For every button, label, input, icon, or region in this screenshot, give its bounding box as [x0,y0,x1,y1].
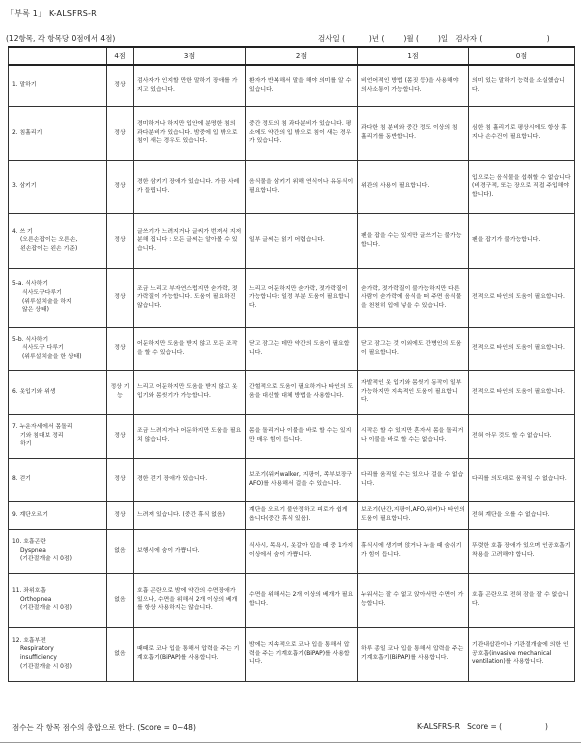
score-3-cell[interactable]: 때때로 코나 입을 통해서 압력을 주는 기계호흡기(BiPAP)를 사용합니다. [134,627,246,681]
score-3-cell[interactable]: 경한 걷기 장애가 있습니다. [134,458,246,501]
score-0-cell[interactable]: 전적으로 타인의 도움이 필요합니다. [469,268,575,327]
score-0-cell[interactable]: 심한 침 흘리기로 평상시에도 항상 휴지나 손수건이 필요합니다. [469,106,575,160]
table-row [9,106,575,160]
score-4-cell[interactable]: 정상 [107,458,134,501]
score-1-cell[interactable]: 하루 종일 코나 입을 통해서 압력을 주는 기계호흡기(BiPAP)를 사용합니다. [358,627,469,681]
divider [0,742,581,743]
alsfrs-table [8,46,575,682]
score-0-cell[interactable]: 다리를 의도대로 움직일 수 없습니다. [469,458,575,501]
item-label: 4. 쓰 기 (오른손잡이는 오른손, 왼손잡이는 왼손 기준) [9,213,107,268]
score-0-cell[interactable]: 전적으로 타인의 도움이 필요합니다. [469,327,575,370]
score-4-cell[interactable]: 정상 [107,268,134,327]
table-row [9,529,575,573]
score-0-cell[interactable]: 입으로는 음식물을 섭취할 수 없습니다(비경구적, 또는 장으로 직접 주입해야 합니다). [469,160,575,213]
items-note: (12항목, 각 항목당 0점에서 4점) [6,34,116,43]
score-2-cell[interactable]: 보조기(워커walker, 지팡이, 족부보장구AFO)를 사용해서 걸을 수 있습니다. [246,458,358,501]
score-0-cell[interactable]: 전혀 아무 것도 할 수 없습니다. [469,414,575,458]
score-2-cell[interactable]: 일부 글씨는 읽기 어렵습니다. [246,213,358,268]
score-4-cell[interactable]: 없음 [107,573,134,627]
table-row [9,414,575,458]
score-note: 점수는 각 항목 점수의 총합으로 한다. (Score = 0~48) [12,723,196,732]
score-4-cell[interactable]: 정상 [107,213,134,268]
column-header: 4점 [107,47,134,65]
score-1-cell[interactable]: 휴식시에 생기며 앉거나 누울 때 숨쉬기가 힘이 듭니다. [358,529,469,573]
table-row [9,501,575,529]
score-2-cell[interactable]: 닫고 잠그는 데만 약간의 도움이 필요합니다. [246,327,358,370]
item-label: 6. 옷입기와 위생 [9,370,107,414]
item-label: 9. 계단오르기 [9,501,107,529]
score-1-cell[interactable]: 시작은 할 수 있지만 혼자서 몸을 돌리거나 이불을 바로 할 수는 없습니다. [358,414,469,458]
score-3-cell[interactable]: 어둔하지만 도움을 받지 않고 모든 조작을 할 수 있습니다. [134,327,246,370]
column-header: 2점 [246,47,358,65]
score-2-cell[interactable]: 몸을 돌리거나 이불을 바로 할 수는 있지만 매우 힘이 듭니다. [246,414,358,458]
item-label: 3. 삼키기 [9,160,107,213]
score-1-cell[interactable]: 누워서는 잘 수 없고 앉아서만 수면이 가능합니다. [358,573,469,627]
column-header: 1점 [358,47,469,65]
score-1-cell[interactable]: 자발적인 옷 입기와 몸씻기 동작이 일부 가능하지만 지속적인 도움이 필요합니다. [358,370,469,414]
table-row [9,65,575,106]
table-row [9,370,575,414]
table-header-row [9,47,575,65]
table-row [9,573,575,627]
score-2-cell[interactable]: 간헐적으로 도움이 필요하거나 타인의 도움을 대신할 대체 방법을 사용합니다. [246,370,358,414]
score-1-cell[interactable]: 다리를 움직일 수는 있으나 걸을 수 없습니다. [358,458,469,501]
item-label: 8. 걷기 [9,458,107,501]
score-3-cell[interactable]: 호흡 곤란으로 밤에 약간의 수면장애가 있으나, 수면을 위해서 2개 이상의 베개를 항상 사용하지는 않습니다. [134,573,246,627]
table-row [9,627,575,681]
score-4-cell[interactable]: 정상 [107,160,134,213]
score-3-cell[interactable]: 느려져 있습니다. (중간 휴식 없음) [134,501,246,529]
exam-date-field[interactable]: 검사일 ( )년 ( )월 ( )일 검사자 ( ) [318,34,550,43]
total-score-field[interactable]: K-ALSFRS-R Score = ( ) [417,722,548,731]
score-0-cell[interactable]: 펜을 잡기가 불가능합니다. [469,213,575,268]
score-1-cell[interactable]: 숟가락, 젓가락질이 불가능하지만 다른 사람이 숟가락에 음식을 떠 주면 음식물을 천천히 입에 넣을 수 있습니다. [358,268,469,327]
table-row [9,213,575,268]
score-1-cell[interactable]: 과다한 침 분비와 중간 정도 이상의 침 흘리기를 동반합니다. [358,106,469,160]
table-row [9,458,575,501]
column-header: 3점 [134,47,246,65]
item-label: 1. 말하기 [9,65,107,106]
score-4-cell[interactable]: 정상 기능 [107,370,134,414]
score-0-cell[interactable]: 호흡 곤란으로 전혀 잠을 잘 수 없습니다. [469,573,575,627]
score-2-cell[interactable]: 밤에는 지속적으로 코나 입을 통해서 압력을 주는 기계호흡기(BiPAP)를 사용합니다. [246,627,358,681]
item-label: 5-b. 식사하기 식사도구 다루기 (위루설치술을 한 상태) [9,327,107,370]
score-3-cell[interactable]: 조금 느리고 부자연스럽지만 숟가락, 젓가락질이 가능합니다. 도움이 필요하진 않습니다. [134,268,246,327]
score-4-cell[interactable]: 정상 [107,65,134,106]
score-2-cell[interactable]: 환자가 반복해서 말을 해야 의미를 알 수 있습니다. [246,65,358,106]
score-2-cell[interactable]: 중간 정도의 침 과다분비가 있습니다. 평소에도 약간의 입 밖으로 침이 새는 경우가 있습니다. [246,106,358,160]
table-row [9,160,575,213]
score-2-cell[interactable]: 음식물을 삼키기 위해 연식이나 유동식이 필요합니다. [246,160,358,213]
column-header [9,47,107,65]
item-label: 2. 침흘리기 [9,106,107,160]
score-2-cell[interactable]: 식사시, 목욕시, 옷갈아 입을 때 중 1가지 이상에서 숨이 가쁩니다. [246,529,358,573]
item-label: 12. 호흡부전 Respiratory insufficiency (기관절개술 시 0점) [9,627,107,681]
score-4-cell[interactable]: 없음 [107,529,134,573]
form-title: 「부록 1」 K-ALSFRS-R [6,9,97,18]
score-4-cell[interactable]: 없음 [107,627,134,681]
score-0-cell[interactable]: 뚜렷한 호흡 장애가 있으며 인공호흡기 착용을 고려해야 합니다. [469,529,575,573]
score-4-cell[interactable]: 정상 [107,501,134,529]
score-4-cell[interactable]: 정상 [107,414,134,458]
score-0-cell[interactable]: 기관내삽관이나 기관절개술에 의한 인공호흡(invasive mechanical ventilation)를 사용합니다. [469,627,575,681]
table-row [9,327,575,370]
score-1-cell[interactable]: 펜을 잡을 수는 있지만 글쓰기는 불가능합니다. [358,213,469,268]
score-3-cell[interactable]: 검사자가 인지할 만한 말하기 장애를 가지고 있습니다. [134,65,246,106]
item-label: 10. 호흡곤란 Dyspnea (기관절개술 시 0점) [9,529,107,573]
score-1-cell[interactable]: 위관의 사용이 필요합니다. [358,160,469,213]
score-3-cell[interactable]: 글쓰기가 느려지거나 글씨가 번져서 지저분해 집니다 : 모든 글씨는 알아볼 수 있습니다. [134,213,246,268]
score-1-cell[interactable]: 닫고 잠그는 것 이외에도 간병인의 도움이 필요합니다. [358,327,469,370]
table-row [9,268,575,327]
score-1-cell[interactable]: 보조기(난간,지팡이,AFO,워커)나 타인의 도움이 필요합니다. [358,501,469,529]
score-3-cell[interactable]: 경미하거나 하지만 입안에 분명한 침의 과다분비가 있습니다. 밤중에 입 밖으로 침이 새는 경우도 있습니다. [134,106,246,160]
score-3-cell[interactable]: 느리고 어둔하지만 도움을 받지 않고 옷 입기와 몸씻기가 가능합니다. [134,370,246,414]
score-1-cell[interactable]: 비언어적인 방법 (몸짓 등)을 사용해야 의사소통이 가능합니다. [358,65,469,106]
score-0-cell[interactable]: 전혀 계단을 오를 수 없습니다. [469,501,575,529]
score-4-cell[interactable]: 정상 [107,327,134,370]
column-header: 0점 [469,47,575,65]
score-3-cell[interactable]: 경한 삼키기 장애가 있습니다. 가끔 사레가 들립니다. [134,160,246,213]
score-3-cell[interactable]: 조금 느려지거나 어둔하지만 도움을 필요치 않습니다. [134,414,246,458]
score-4-cell[interactable]: 정상 [107,106,134,160]
score-2-cell[interactable]: 느리고 어둔하지만 숟가락, 젓가락질이 가능합니다: 일정 부분 도움이 필요합니다. [246,268,358,327]
score-2-cell[interactable]: 계단을 오르기 불안정하고 피로가 쉽게 옵니다(중간 휴식 있음). [246,501,358,529]
score-3-cell[interactable]: 보행시에 숨이 가쁩니다. [134,529,246,573]
item-label: 5-a. 식사하기 식사도구다루기 (위루설치술을 하지 않은 상태) [9,268,107,327]
score-0-cell[interactable]: 전적으로 타인의 도움이 필요합니다. [469,370,575,414]
item-label: 7. 누운자세에서 몸돌리 기와 침대보 정리 하기 [9,414,107,458]
item-label: 11. 좌위호흡 Orthopnea (기관절개술 시 0점) [9,573,107,627]
score-0-cell[interactable]: 의미 있는 말하기 능력을 소실했습니다. [469,65,575,106]
score-2-cell[interactable]: 수면을 위해서는 2개 이상의 베개가 필요합니다. [246,573,358,627]
